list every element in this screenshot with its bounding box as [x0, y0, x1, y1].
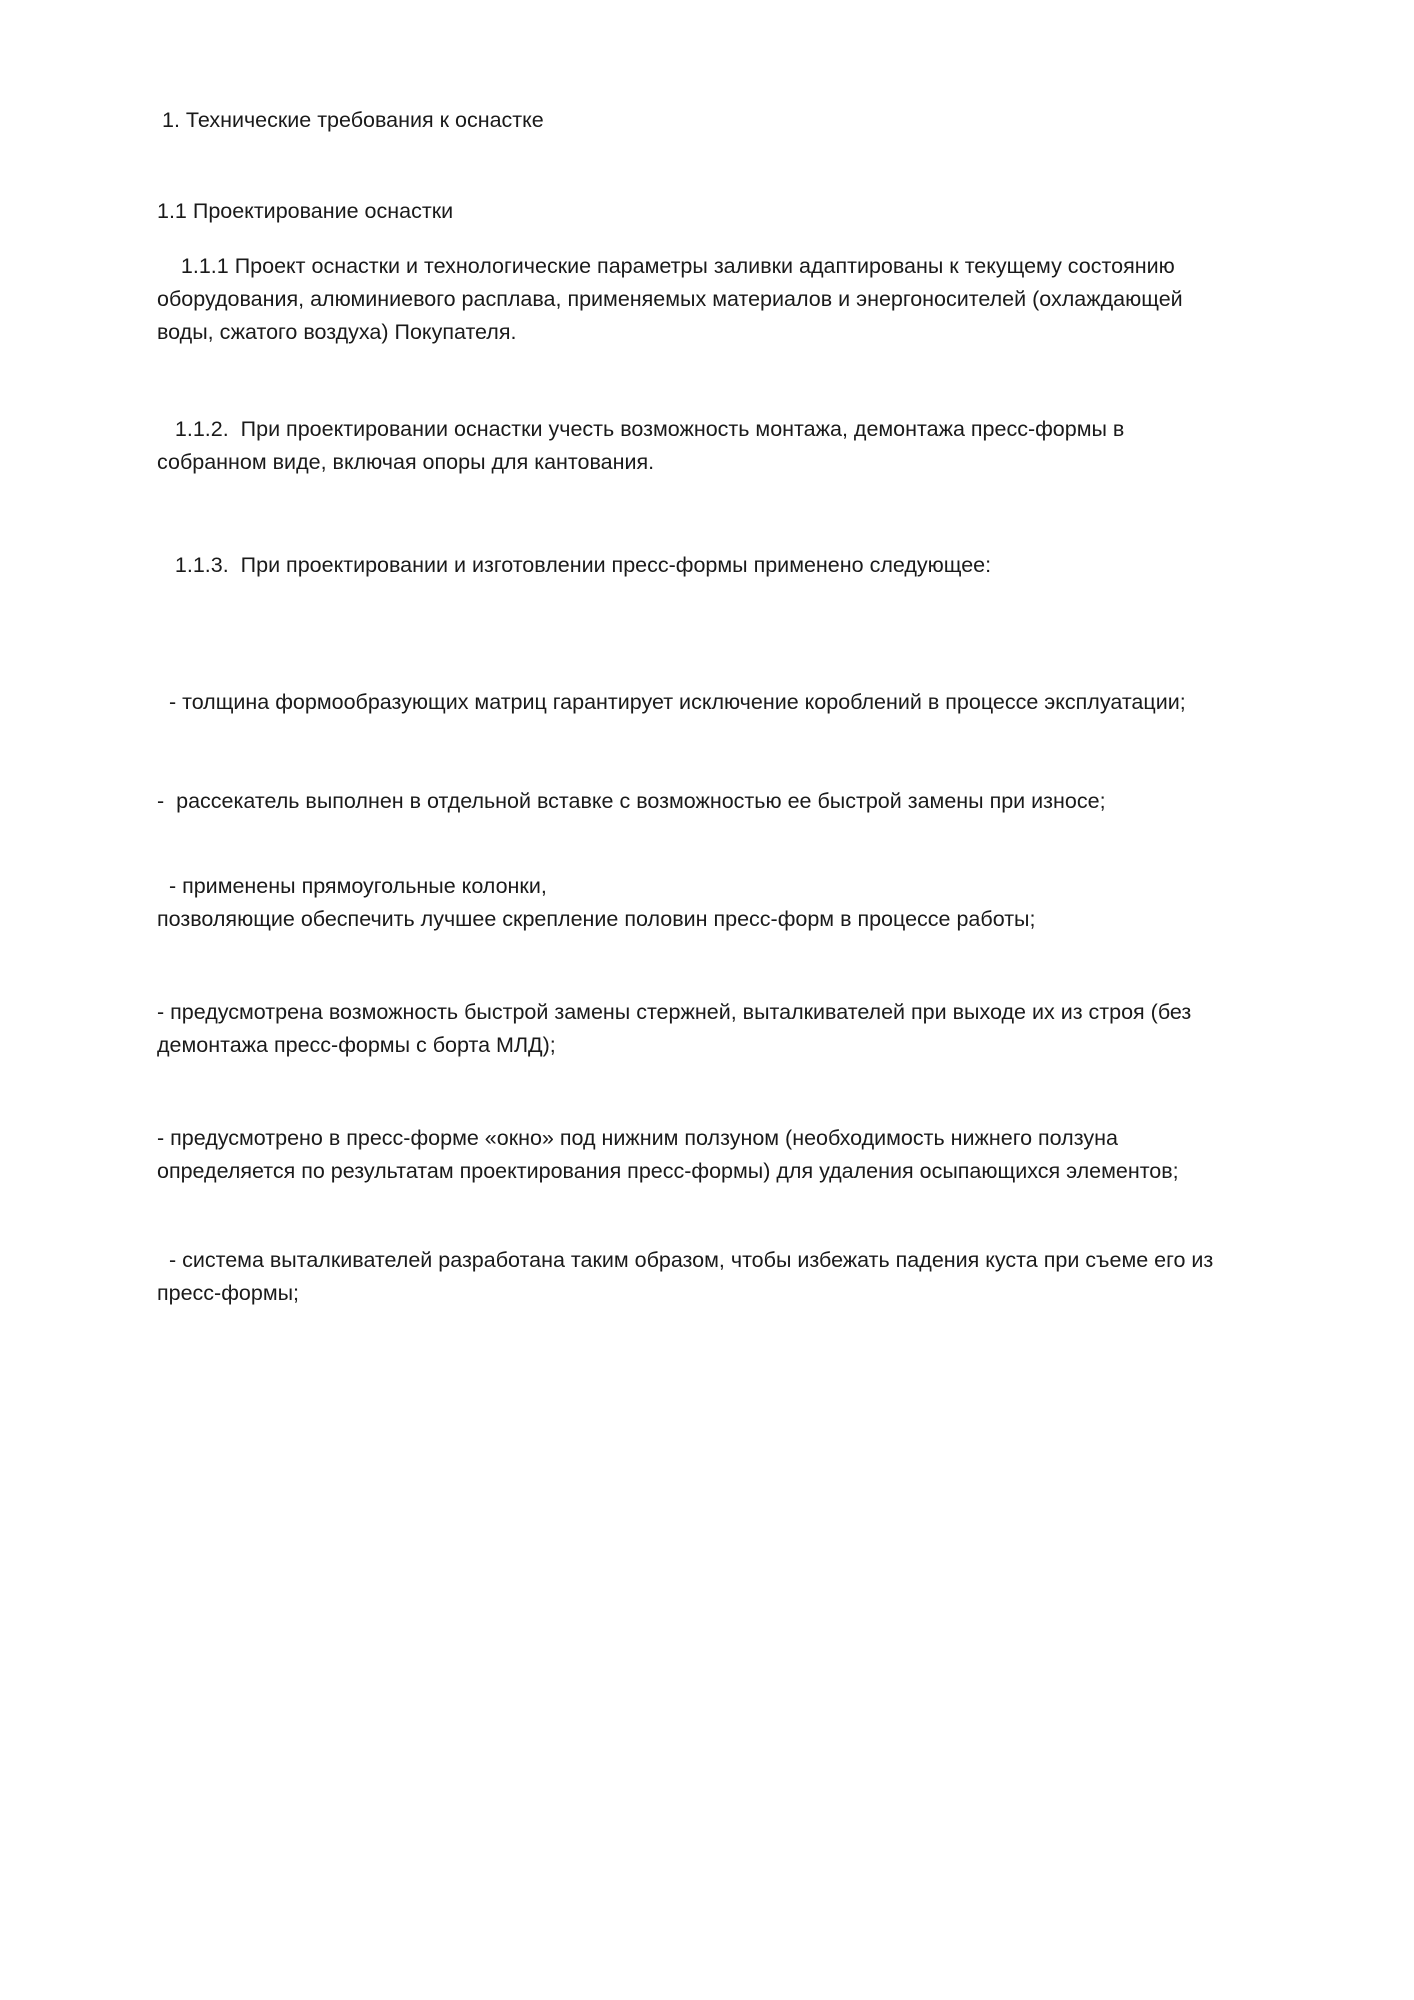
spacer-after-bullet-4	[157, 1062, 1217, 1122]
spacer-after-bullet-5	[157, 1188, 1217, 1244]
spacer-after-bullet-2	[157, 818, 1217, 870]
bullet-item-ejector-system: - система выталкивателей разработана таким образом, чтобы избежать падения куста при съеме его из пресс-формы;	[157, 1248, 1220, 1305]
bullet-item-columns-line-2: позволяющие обеспечить лучшее скрепление половин пресс-форм в процессе работы;	[157, 907, 1036, 931]
spacer-after-clause-1-1-2	[157, 479, 1217, 549]
clause-1-1-1: 1.1.1 Проект оснастки и технологические параметры заливки адаптированы к текущему состоянию оборудования, алюминиевого расплава, применяемых материалов и энергоносителей (охлаждающей воды, сжатого воздуха) Покупателя.	[157, 254, 1189, 344]
spacer-top	[157, 0, 1217, 104]
spacer-after-clause-1-1-3	[157, 582, 1217, 686]
spacer-after-clause-1-1-1	[157, 349, 1217, 413]
document-text-column	[157, 0, 1220, 1310]
clause-1-1-2: 1.1.2. При проектировании оснастки учесть возможность монтажа, демонтажа пресс-формы в собранном виде, включая опоры для кантования.	[157, 417, 1131, 474]
bullet-item-splitter: - рассекатель выполнен в отдельной вставке с возможностью ее быстрой замены при износе;	[157, 789, 1106, 813]
section-heading-1-1: 1.1 Проектирование оснастки	[157, 199, 454, 223]
bullet-item-quick-replace: - предусмотрена возможность быстрой замены стержней, выталкивателей при выходе их из строя (без демонтажа пресс-формы с борта МЛД);	[157, 1000, 1198, 1057]
spacer-after-heading-1-1	[157, 228, 1217, 250]
clause-1-1-3: 1.1.3. При проектировании и изготовлении пресс-формы применено следующее:	[157, 553, 992, 577]
section-heading-1: 1. Технические требования к оснастке	[162, 108, 544, 132]
bullet-item-thickness: - толщина формообразующих матриц гарантирует исключение короблений в процессе эксплуатации;	[157, 690, 1186, 714]
bullet-item-window-slider: - предусмотрено в пресс-форме «окно» под нижним ползуном (необходимость нижнего ползуна определяется по результатам проектирования пресс-формы) для удаления осыпающихся элементов;	[157, 1126, 1179, 1183]
bullet-item-columns-line-1: - применены прямоугольные колонки,	[157, 874, 547, 898]
spacer-after-bullet-3	[157, 936, 1217, 996]
spacer-after-heading-1	[157, 137, 1217, 195]
spacer-after-bullet-1	[157, 719, 1217, 785]
